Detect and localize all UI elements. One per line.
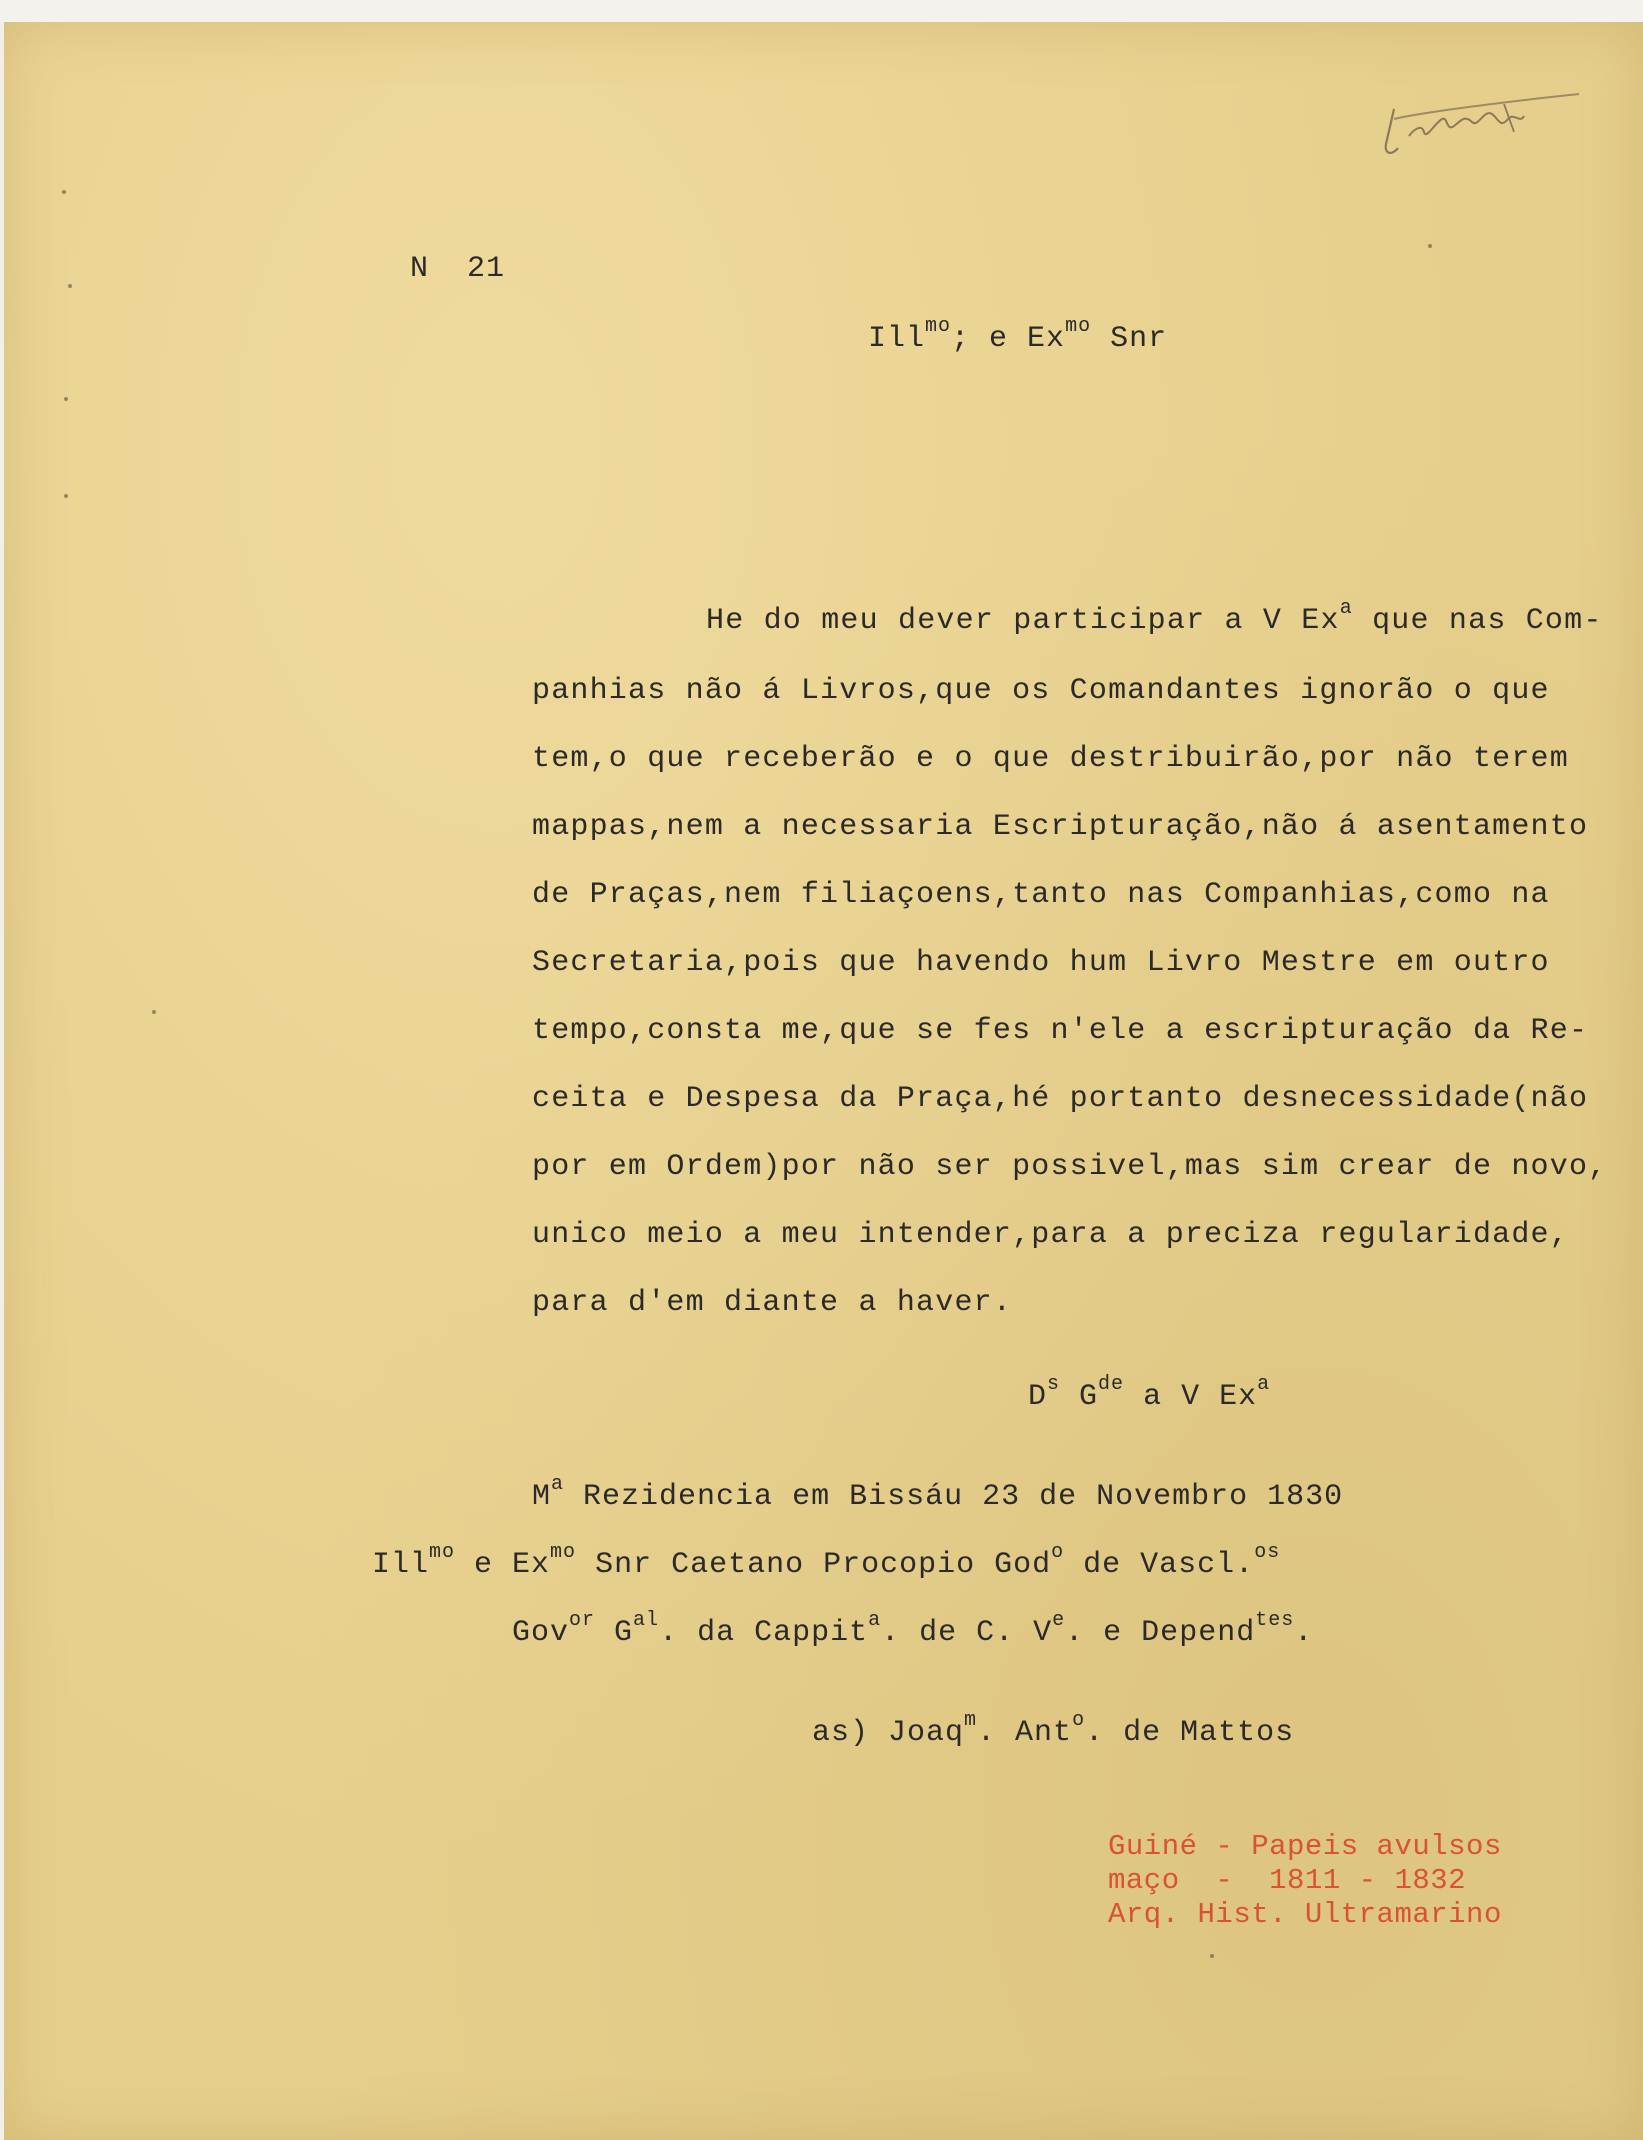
place-date-a: M — [532, 1480, 552, 1514]
body-line-text: He do meu dever participar a V Ex — [706, 604, 1340, 638]
paper-speck — [1210, 1954, 1214, 1958]
paper-speck — [64, 494, 68, 498]
body-line-sup: a — [1339, 597, 1353, 620]
addressee2-a-sup: or — [569, 1609, 596, 1632]
closing-a: D — [1028, 1380, 1048, 1414]
closing-c-sup: a — [1257, 1373, 1271, 1396]
addressee2-e-sup: tes — [1255, 1609, 1295, 1632]
document-number: N 21 — [410, 252, 506, 286]
paper-speck — [1428, 244, 1432, 248]
scan-border — [0, 0, 1643, 22]
closing-b-sup: de — [1098, 1373, 1125, 1396]
signature-a-sup: m — [964, 1709, 978, 1732]
addressee2-c-sup: a — [868, 1609, 882, 1632]
pencil-signature-mark — [1364, 74, 1594, 174]
paper-speck — [64, 397, 68, 401]
addressee2-d-sup: e — [1052, 1609, 1066, 1632]
body-line: de Praças,nem filiaçoens,tanto nas Companhias,como na — [532, 878, 1550, 912]
addressee2-b-sup: al — [633, 1609, 660, 1632]
salutation-part2: ; e Ex — [951, 322, 1066, 356]
addressee1-d-sup: os — [1254, 1541, 1281, 1564]
addressee1-a-sup: mo — [429, 1541, 456, 1564]
addressee2-c: . da Cappit — [659, 1616, 869, 1650]
addressee1-b: e Ex — [455, 1548, 551, 1582]
salutation — [868, 315, 1168, 356]
body-line: tempo,consta me,que se fes n'ele a escripturação da Re- — [532, 1014, 1589, 1048]
place-date-b: Rezidencia em Bissáu 23 de Novembro 1830 — [564, 1480, 1344, 1514]
paper-speck — [152, 1010, 156, 1014]
addressee1-c-sup: o — [1051, 1541, 1065, 1564]
body-line: panhias não á Livros,que os Comandantes ignorão o que — [532, 674, 1550, 708]
signature-a: as) Joaq — [812, 1716, 965, 1750]
body-line — [706, 597, 1603, 638]
addressee1-c: Snr Caetano Procopio God — [576, 1548, 1052, 1582]
closing-c: a V Ex — [1124, 1380, 1258, 1414]
body-line: para d'em diante a haver. — [532, 1286, 1013, 1320]
body-line: mappas,nem a necessaria Escripturação,não á asentamento — [532, 810, 1589, 844]
addressee1-d: de Vascl. — [1064, 1548, 1255, 1582]
document-page — [4, 22, 1643, 2140]
body-line: Secretaria,pois que havendo hum Livro Mestre em outro — [532, 946, 1550, 980]
signature-c: . de Mattos — [1085, 1716, 1295, 1750]
addressee-line-1 — [372, 1541, 1281, 1582]
archive-stamp-line: Guiné - Papeis avulsos — [1108, 1830, 1502, 1863]
addressee2-a: Gov — [512, 1616, 570, 1650]
archive-stamp-line: Arq. Hist. Ultramarino — [1108, 1898, 1502, 1931]
body-line: por em Ordem)por não ser possivel,mas sim crear de novo, — [532, 1150, 1608, 1184]
body-line-tail: que nas Com- — [1352, 604, 1603, 638]
addressee1-a: Ill — [372, 1548, 430, 1582]
paper-speck — [68, 284, 72, 288]
closing-b: G — [1060, 1380, 1099, 1414]
addressee1-b-sup: mo — [550, 1541, 577, 1564]
salutation-part1-sup: mo — [925, 315, 952, 338]
addressee2-f: . — [1294, 1616, 1314, 1650]
place-date-a-sup: a — [551, 1473, 565, 1496]
addressee-line-2 — [512, 1609, 1314, 1650]
closing-formula — [1028, 1373, 1271, 1414]
closing-a-sup: s — [1047, 1373, 1061, 1396]
archive-stamp-line: maço - 1811 - 1832 — [1108, 1864, 1467, 1897]
paper-speck — [62, 190, 66, 194]
body-line: ceita e Despesa da Praça,hé portanto desnecessidade(não — [532, 1082, 1589, 1116]
salutation-part3: Snr — [1091, 322, 1168, 356]
salutation-part1: Ill — [868, 322, 926, 356]
body-line: unico meio a meu intender,para a preciza regularidade, — [532, 1218, 1569, 1252]
signature-b: . Ant — [977, 1716, 1073, 1750]
addressee2-d: . de C. V — [881, 1616, 1053, 1650]
signature — [812, 1709, 1295, 1750]
addressee2-e: . e Depend — [1065, 1616, 1256, 1650]
place-date — [532, 1473, 1344, 1514]
addressee2-b: G — [595, 1616, 634, 1650]
body-line: tem,o que receberão e o que destribuirão,por não terem — [532, 742, 1569, 776]
salutation-part2-sup: mo — [1065, 315, 1092, 338]
signature-b-sup: o — [1072, 1709, 1086, 1732]
